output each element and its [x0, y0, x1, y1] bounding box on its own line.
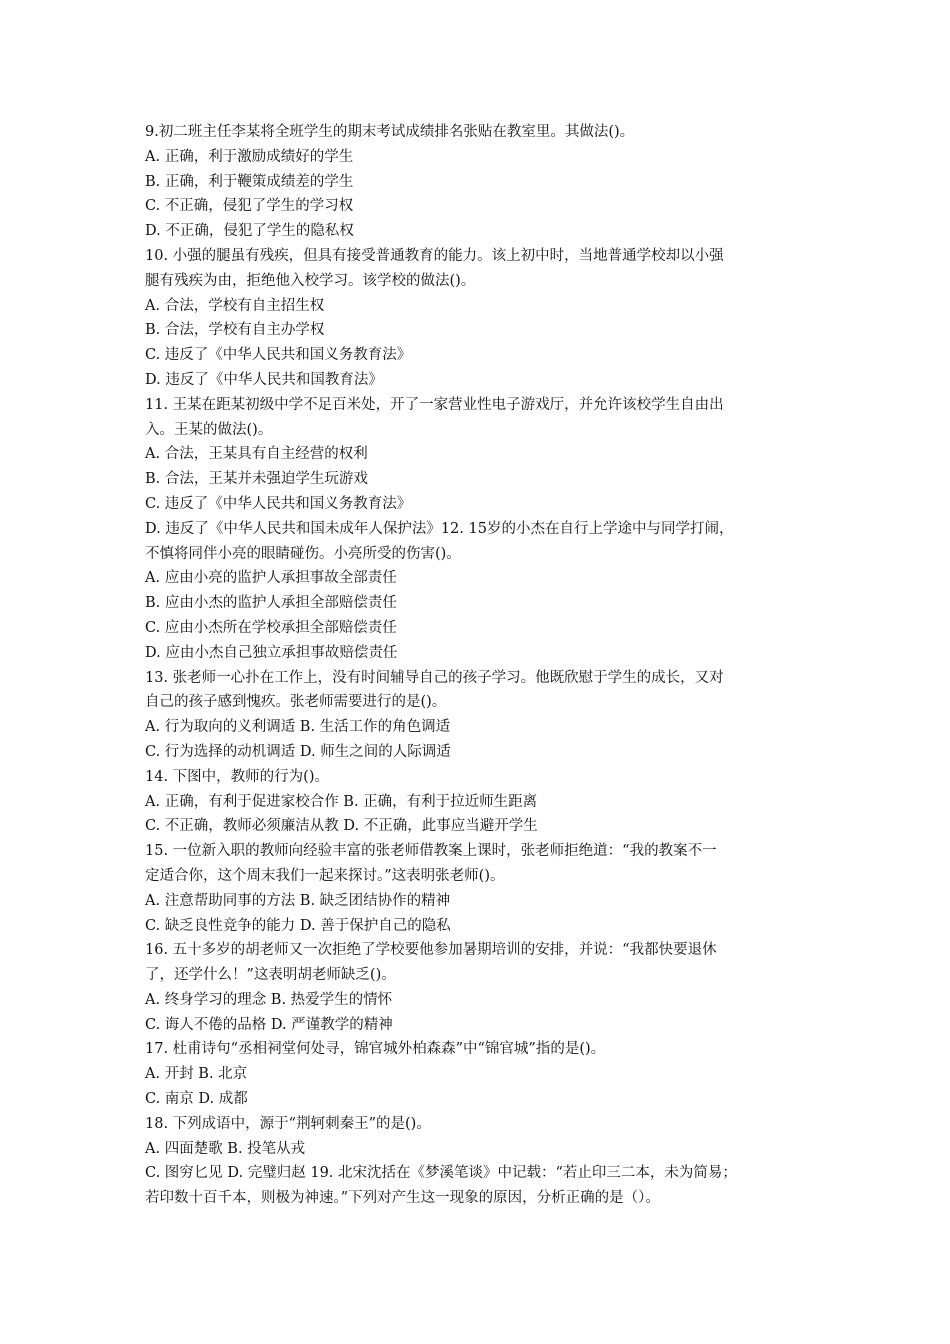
- text-line: 15. 一位新入职的教师向经验丰富的张老师借教案上课时，张老师拒绝道：“我的教案不一: [145, 843, 717, 860]
- text-line: 入。王某的做法()。: [145, 421, 273, 438]
- text-line: A. 正确，有利于促进家校合作 B. 正确，有利于拉近师生距离: [145, 793, 538, 810]
- text-line: B. 合法，学校有自主办学权: [145, 322, 325, 339]
- text-line: A. 开封 B. 北京: [145, 1066, 248, 1083]
- text-line: 9.初二班主任李某将全班学生的期末考试成绩排名张贴在教室里。其做法()。: [145, 124, 635, 140]
- text-line: D. 违反了《中华人民共和国教育法》: [145, 371, 383, 388]
- text-line: C. 不正确，教师必须廉洁从教 D. 不正确，此事应当避开学生: [145, 818, 538, 835]
- text-line: C. 违反了《中华人民共和国义务教育法》: [145, 495, 412, 512]
- text-line: D. 违反了《中华人民共和国未成年人保护法》12. 15岁的小杰在自行上学途中与同学打闹，: [145, 520, 734, 537]
- text-line: C. 行为选择的动机调适 D. 师生之间的人际调适: [145, 743, 451, 760]
- text-line: 若印数十百千本，则极为神速。”下列对产生这一现象的原因，分析正确的是（）。: [145, 1190, 660, 1207]
- text-line: C. 图穷匕见 D. 完璧归赵 19. 北宋沈括在《梦溪笔谈》中记载：“若止印三二本，未为简易；: [145, 1165, 737, 1182]
- text-line: B. 合法，王某并未强迫学生玩游戏: [145, 471, 368, 488]
- text-line: D. 应由小杰自己独立承担事故赔偿责任: [145, 644, 398, 661]
- text-line: 不慎将同伴小亮的眼睛碰伤。小亮所受的伤害()。: [145, 545, 461, 562]
- text-line: C. 南京 D. 成都: [145, 1091, 248, 1108]
- text-line: C. 诲人不倦的品格 D. 严谨教学的精神: [145, 1016, 393, 1033]
- text-line: A. 四面楚歌 B. 投笔从戎: [145, 1140, 306, 1157]
- text-line: 11. 王某在距某初级中学不足百米处，开了一家营业性电子游戏厅，并允许该校学生自由出: [145, 396, 724, 413]
- text-line: 17. 杜甫诗句“丞相祠堂何处寻，锦官城外柏森森”中“锦官城”指的是()。: [145, 1041, 606, 1058]
- text-line: A. 应由小亮的监护人承担事故全部责任: [145, 570, 397, 587]
- text-line: C. 缺乏良性竞争的能力 D. 善于保护自己的隐私: [145, 917, 451, 934]
- text-line: 14. 下图中，教师的行为()。: [145, 768, 329, 785]
- text-line: 10. 小强的腿虽有残疾，但具有接受普通教育的能力。该上初中时，当地普通学校却以小强: [145, 247, 724, 264]
- text-line: C. 不正确，侵犯了学生的学习权: [145, 198, 354, 215]
- document-page: [145, 120, 817, 1211]
- text-line: D. 不正确，侵犯了学生的隐私权: [145, 223, 354, 240]
- text-line: A. 合法，王某具有自主经营的权利: [145, 446, 368, 463]
- text-line: 定适合你，这个周末我们一起来探讨。”这表明张老师()。: [145, 867, 505, 884]
- text-line: A. 行为取向的义利调适 B. 生活工作的角色调适: [145, 719, 451, 736]
- text-line: C. 违反了《中华人民共和国义务教育法》: [145, 347, 412, 364]
- text-line: 腿有残疾为由，拒绝他入校学习。该学校的做法()。: [145, 272, 476, 289]
- text-line: 18. 下列成语中，源于“荆轲刺秦王”的是()。: [145, 1115, 431, 1132]
- text-line: B. 应由小杰的监护人承担全部赔偿责任: [145, 595, 397, 612]
- text-line: A. 合法，学校有自主招生权: [145, 297, 325, 314]
- text-line: 了，还学什么！”这表明胡老师缺乏()。: [145, 967, 396, 984]
- text-line: 自己的孩子感到愧疚。张老师需要进行的是()。: [145, 694, 447, 711]
- text-line: 13. 张老师一心扑在工作上，没有时间辅导自己的孩子学习。他既欣慰于学生的成长，又对: [145, 669, 724, 686]
- text-line: C. 应由小杰所在学校承担全部赔偿责任: [145, 619, 397, 636]
- text-line: B. 正确，利于鞭策成绩差的学生: [145, 173, 354, 190]
- text-line: A. 注意帮助同事的方法 B. 缺乏团结协作的精神: [145, 892, 451, 909]
- text-line: A. 正确，利于激励成绩好的学生: [145, 148, 354, 165]
- text-line: A. 终身学习的理念 B. 热爱学生的情怀: [145, 991, 393, 1008]
- text-line: 16. 五十多岁的胡老师又一次拒绝了学校要他参加暑期培训的安排，并说：“我都快要退休: [145, 942, 717, 959]
